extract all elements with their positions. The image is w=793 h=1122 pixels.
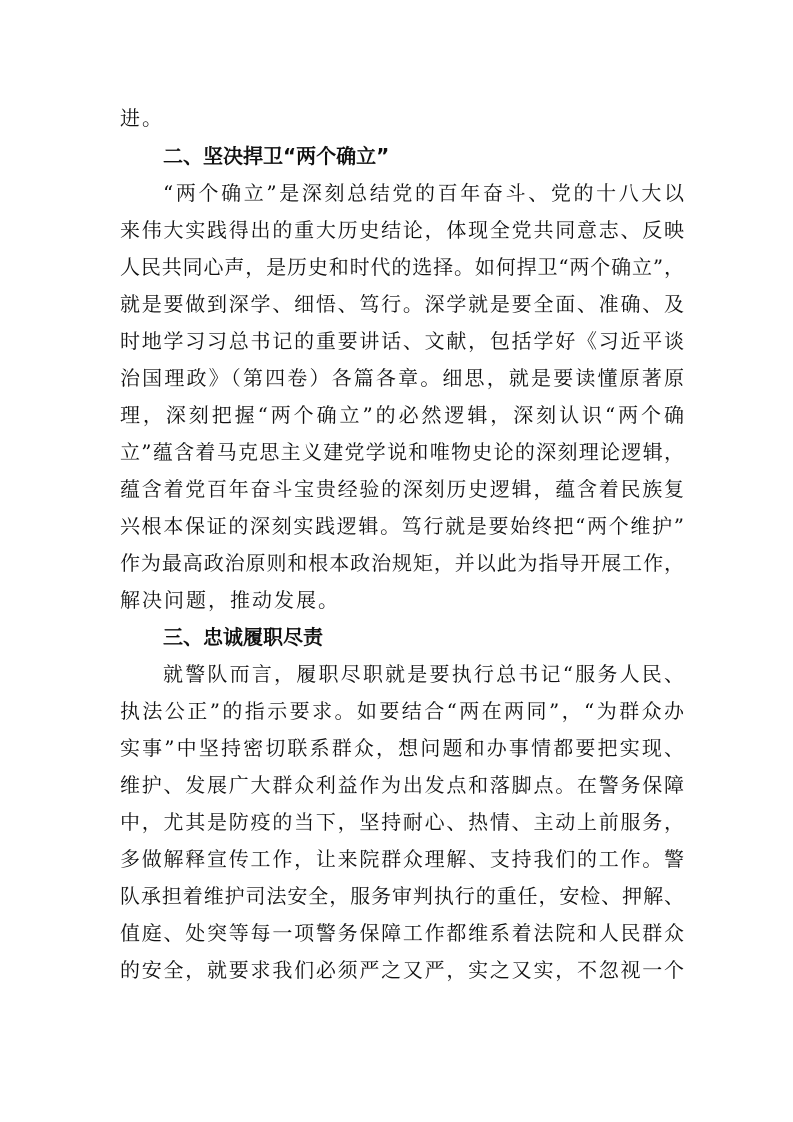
section-heading: 二、坚决捍卫“两个确立” bbox=[163, 144, 390, 168]
paragraph-line: 进。 bbox=[120, 106, 164, 130]
paragraph-line: 理，深刻把握“两个确立”的必然逻辑，深刻认识“两个确 bbox=[120, 403, 684, 427]
section-heading: 三、忠诚履职尽责 bbox=[163, 625, 323, 649]
paragraph-line: 立”蕴含着马克思主义建党学说和唯物史论的深刻理论逻辑， bbox=[120, 440, 684, 464]
paragraph-line: 队承担着维护司法安全，服务审判执行的重任，安检、押解、 bbox=[120, 884, 684, 908]
paragraph-line: 就警队而言，履职尽职就是要执行总书记“服务人民、 bbox=[163, 662, 684, 686]
paragraph-line: 解决问题，推动发展。 bbox=[120, 588, 340, 612]
paragraph-line: 执法公正”的指示要求。如要结合“两在两同”，“为群众办 bbox=[120, 699, 684, 723]
paragraph-line: 兴根本保证的深刻实践逻辑。笃行就是要始终把“两个维护” bbox=[120, 514, 684, 538]
paragraph-line: “两个确立”是深刻总结党的百年奋斗、党的十八大以 bbox=[163, 181, 684, 205]
paragraph-line: 来伟大实践得出的重大历史结论，体现全党共同意志、反映 bbox=[120, 218, 684, 242]
paragraph-line: 的安全，就要求我们必须严之又严，实之又实，不忽视一个 bbox=[120, 958, 684, 982]
paragraph-line: 时地学习习总书记的重要讲话、文献，包括学好《习近平谈 bbox=[120, 329, 684, 353]
paragraph-line: 值庭、处突等每一项警务保障工作都维系着法院和人民群众 bbox=[120, 921, 684, 945]
paragraph-line: 维护、发展广大群众利益作为出发点和落脚点。在警务保障 bbox=[120, 773, 684, 797]
paragraph-line: 作为最高政治原则和根本政治规矩，并以此为指导开展工作， bbox=[120, 551, 684, 575]
paragraph-line: 人民共同心声，是历史和时代的选择。如何捍卫“两个确立”， bbox=[120, 255, 684, 279]
paragraph-line: 治国理政》（第四卷）各篇各章。细思，就是要读懂原著原 bbox=[120, 366, 684, 390]
paragraph-line: 多做解释宣传工作，让来院群众理解、支持我们的工作。警 bbox=[120, 847, 684, 871]
paragraph-line: 就是要做到深学、细悟、笃行。深学就是要全面、准确、及 bbox=[120, 292, 684, 316]
paragraph-line: 蕴含着党百年奋斗宝贵经验的深刻历史逻辑，蕴含着民族复 bbox=[120, 477, 684, 501]
paragraph-line: 中，尤其是防疫的当下，坚持耐心、热情、主动上前服务， bbox=[120, 810, 684, 834]
paragraph-line: 实事”中坚持密切联系群众，想问题和办事情都要把实现、 bbox=[120, 736, 684, 760]
